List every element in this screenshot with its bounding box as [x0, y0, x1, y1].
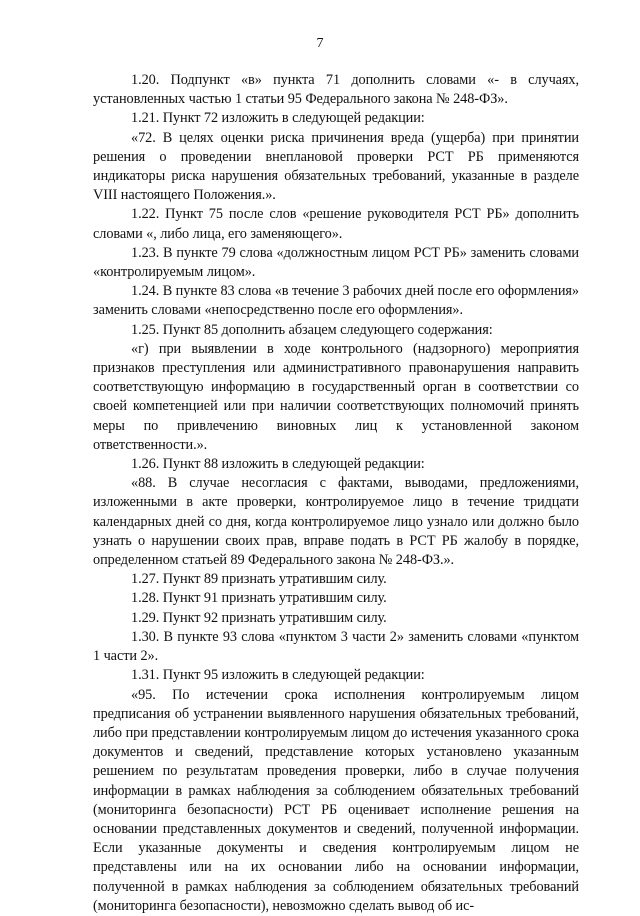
paragraph-85-g-text: «г) при выявлении в ходе контрольного (надзорного) мероприятия признаков преступления или административного правонарушения направить соответствующую информацию в государственный орган в соответствии со своей компетенцией или при наличии соответствующих полномочий принять меры по привлечению виновных лиц к установленной законом ответственности.». [93, 340, 579, 453]
paragraph-1-27: 1.27. Пункт 89 признать утратившим силу. [131, 571, 387, 588]
page-number: 7 [316, 36, 324, 51]
paragraph-1-21: 1.21. Пункт 72 изложить в следующей редакции: [131, 110, 425, 127]
paragraph-1-31: 1.31. Пункт 95 изложить в следующей редакции: [131, 667, 425, 684]
paragraph-95-text: «95. По истечении срока исполнения контролируемым лицом предписания об устранении выявленного нарушения обязательных требований, либо при представлении контролируемым лицом до истечения указанного срока документов и сведений, представление которых установлено указанным решением по результатам проведения проверки, либо в случае получения информации в рамках наблюдения за соблюдением обязательных требований (мониторинга безопасности) РСТ РБ оценивает исполнение решения на основании представленных документов и сведений, полученной информации. Если указанные документы и сведения контролируемым лицом не представлены или на их основании либо на основании информации, полученной в рамках наблюдения за соблюдением обязательных требований (мониторинга безопасности), невозможно сделать вывод об ис- [93, 686, 579, 914]
paragraph-1-20: 1.20. Подпункт «в» пункта 71 дополнить словами «- в случаях, установленных частью 1 статьи 95 Федерального закона № 248-ФЗ». [93, 72, 579, 108]
paragraph-1-30: 1.30. В пункте 93 слова «пунктом 3 части 2» заменить словами «пунктом 1 части 2». [93, 628, 579, 665]
paragraph-1-25: 1.25. Пункт 85 дополнить абзацем следующего содержания: [131, 321, 493, 338]
paragraph-1-26: 1.26. Пункт 88 изложить в следующей редакции: [131, 456, 425, 473]
paragraph-1-22: 1.22. Пункт 75 после слов «решение руководителя РСТ РБ» дополнить словами «, либо лица, его заменяющего». [93, 206, 579, 242]
document-body [93, 71, 579, 916]
paragraph-88-text: «88. В случае несогласия с фактами, выводами, предложениями, изложенными в акте проверки, контролируемое лицо в течение тридцати календарных дней со дня, когда контролируемое лицо узнало или должно было узнать о нарушении своих прав, вправе подать в РСТ РБ жалобу в порядке, определенном статьей 89 Федерального закона № 248-ФЗ.». [93, 475, 579, 569]
paragraph-1-24: 1.24. В пункте 83 слова «в течение 3 рабочих дней после его оформления» заменить словами «непосредственно после его оформления». [93, 283, 579, 319]
paragraph-1-29: 1.29. Пункт 92 признать утратившим силу. [131, 609, 387, 626]
paragraph-72-text: «72. В целях оценки риска причинения вреда (ущерба) при принятии решения о проведении внеплановой проверки РСТ РБ применяются индикаторы риска нарушения обязательных требований, указанные в разделе VIII настоящего Положения.». [93, 129, 579, 204]
paragraph-1-28: 1.28. Пункт 91 признать утратившим силу. [131, 590, 387, 607]
paragraph-1-23: 1.23. В пункте 79 слова «должностным лицом РСТ РБ» заменить словами «контролируемым лицом». [93, 244, 579, 281]
